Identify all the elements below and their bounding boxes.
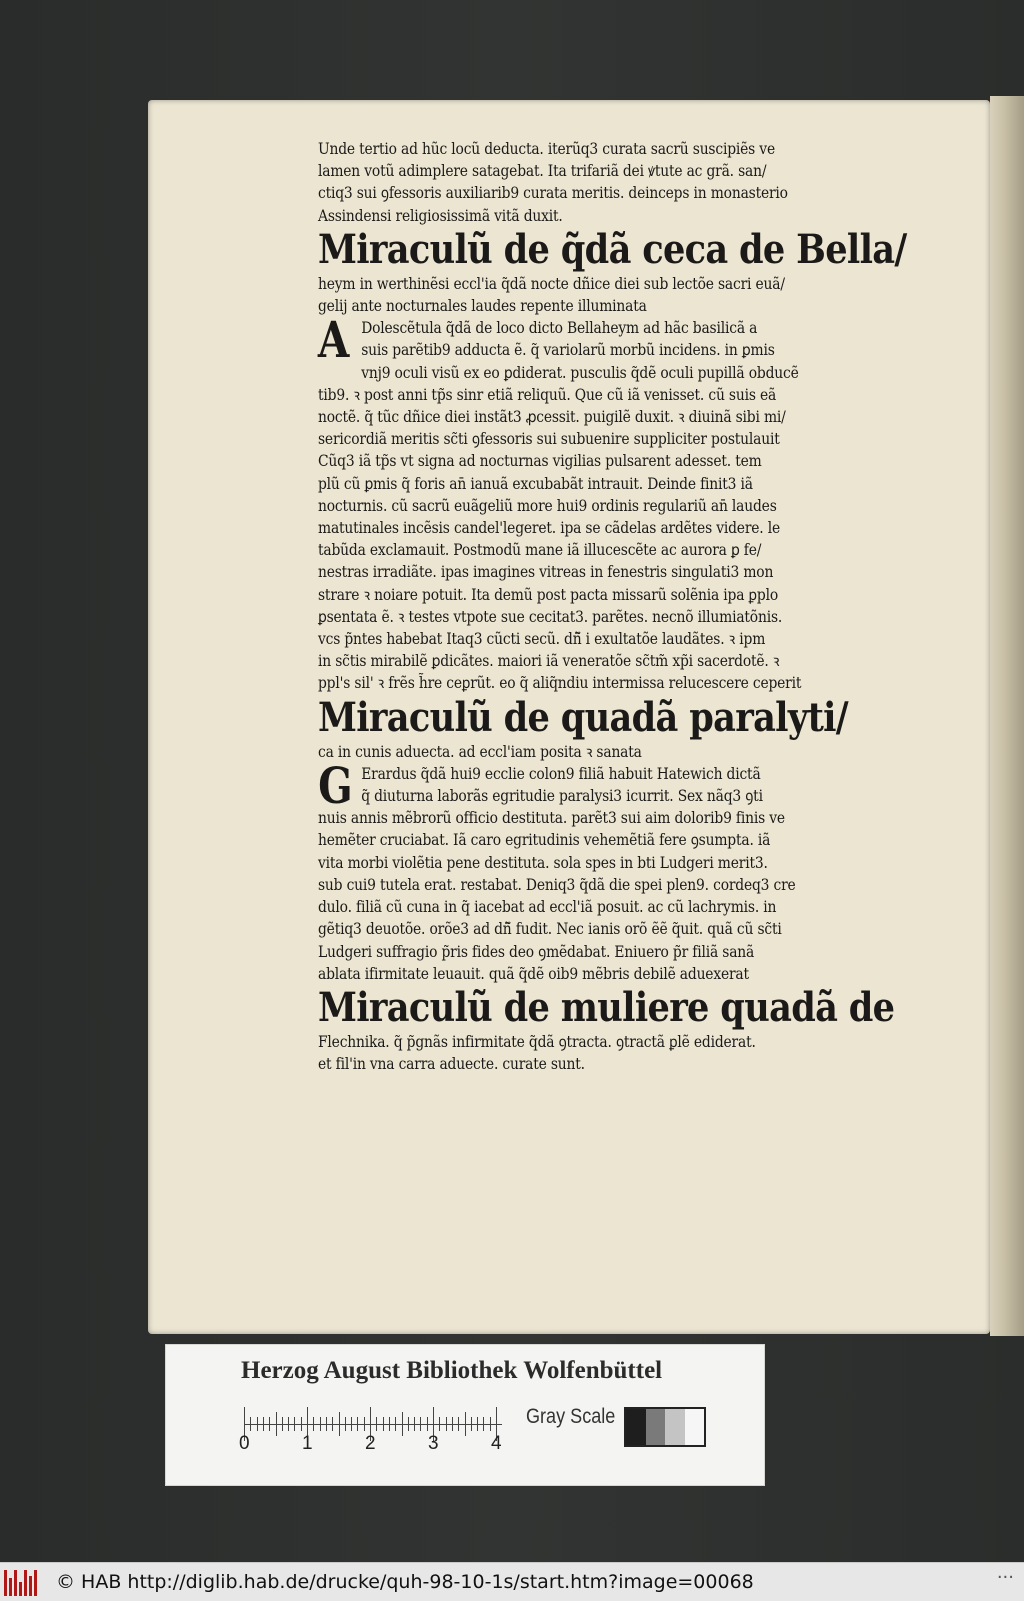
text-line: vita morbi violẽtia pene destituta. sola spes in bti Ludgeri merit3. (318, 853, 768, 872)
gray-patch (646, 1409, 666, 1445)
text-line: nestras irradiãte. ipas imagines vitreas in fenestris singulati3 mon (318, 563, 774, 582)
text-line: et fil'in vna carra aduecte. curate sunt. (318, 1055, 585, 1074)
hab-logo-icon (4, 1568, 46, 1596)
text-line: tib9. ꝛ post anni tp̃s sinr etiã reliquũ. Que cũ iã venisset. cũ suis eã (318, 385, 777, 404)
text-line: q̃ diuturna laborãs egritudie paralysi3 icurrit. Sex nãq3 ꝯti (361, 787, 763, 806)
copyright-url-text[interactable]: © HAB http://diglib.hab.de/drucke/quh-98-10-1s/start.htm?image=00068 (56, 1571, 754, 1593)
text-line: Cũq3 iã tp̃s vt signa ad nocturnas vigilias pulsarent adesset. tem (318, 452, 762, 471)
ruler-number: 4 (491, 1433, 502, 1454)
color-calibration-card (165, 1344, 765, 1486)
text-line: tabũda exclamauit. Postmodũ mane iã illucescẽte ac aurora ꝑ fe/ (318, 541, 762, 560)
drop-capital: A (317, 310, 350, 370)
text-line: vcs p̃ntes habebat Itaq3 cũcti secũ. dñ̃ i exultatõe laudãtes. ꝛ ipm (318, 630, 766, 649)
text-line: Dolescẽtula q̃dã de loco dicto Bellaheym ad hãc basilicã a (361, 319, 758, 338)
next-page-edge (990, 96, 1024, 1336)
text-line: gẽtiq3 deuotõe. orõe3 ad dñ̃ fudit. Nec ianis orõ ẽẽ q̃uit. quã cũ sc̃ti (318, 920, 782, 939)
text-line: ꝑsentata ẽ. ꝛ testes vtpote sue cecitat3. parẽtes. necnõ illumiatõnis. (318, 607, 783, 626)
text-line: Flechnika. q̃ p̃gnãs infirmitate q̃dã ꝯtracta. ꝯtractã ꝑlẽ ediderat. (318, 1032, 756, 1051)
gray-patch (685, 1409, 705, 1445)
gray-scale-label: Gray Scale (526, 1405, 616, 1428)
text-line: suis parẽtib9 adducta ẽ. q̃ variolarũ morbũ incidens. in ꝑmis (361, 341, 775, 360)
text-line: nuis annis mẽbrorũ officio destituta. parẽt3 sui aim dolorib9 finis ve (318, 809, 785, 828)
text-line: heym in werthinẽsi eccl'ia q̃dã nocte dñice diei sub lectõe sacri euã/ (318, 274, 785, 293)
section-heading: Miraculũ de q̃dã ceca de Bella/ (318, 225, 907, 273)
text-line: Assindensi religiosissimã vitã duxit. (318, 206, 563, 225)
text-line: strare ꝛ noiare potuit. Ita demũ post pacta missarũ solẽnia ipa ꝑplo (318, 585, 778, 604)
gray-patch (626, 1409, 646, 1445)
text-line: gelij ante nocturnales laudes repente illuminata (318, 297, 647, 316)
ruler-number: 2 (365, 1433, 376, 1454)
ruler-number: 0 (239, 1433, 250, 1454)
gray-scale-patches (624, 1407, 706, 1447)
ruler-baseline (244, 1424, 502, 1425)
drop-capital: G (318, 755, 353, 815)
text-line: noctẽ. q̃ tũc dñice diei instãt3 ꝓcessit. puigilẽ duxit. ꝛ diuinã sibi mi/ (318, 408, 786, 427)
text-line: plũ cũ ꝑmis q̃ foris an̄ ianuã excubabãt intrauit. Deinde finit3 iã (318, 474, 753, 493)
text-line: ca in cunis aduecta. ad eccl'iam posita ꝛ sanata (318, 742, 642, 761)
text-line: dulo. filiã cũ cuna in q̃ iacebat ad eccl'iã posuit. ac cũ lachrymis. in (318, 898, 777, 917)
viewer-footer (0, 1562, 1024, 1601)
text-line: Ludgeri suffragio p̃ris fides deo ꝯmẽdabat. Eniuero p̃r filiã sanã (318, 942, 755, 961)
text-line: ctiq3 sui ꝯfessoris auxiliarib9 curata meritis. deinceps in monasterio (318, 184, 788, 203)
text-line: matutinales incẽsis candel'legeret. ipa se cãdelas ardẽtes videre. le (318, 519, 780, 538)
section-heading: Miraculũ de quadã paralyti/ (318, 693, 848, 741)
text-line: vnj9 oculi visũ ex eo ꝑdiderat. pusculis q̃dẽ oculi pupillã obducẽ (361, 363, 799, 382)
section-heading: Miraculũ de muliere quadã de (318, 983, 895, 1031)
text-line: sub cui9 tutela erat. restabat. Deniq3 q̃dã die spei plen9. cordeq3 cre (318, 875, 796, 894)
menu-dots-icon[interactable]: ··· (996, 1567, 1014, 1588)
text-line: Erardus q̃dã hui9 ecclie colon9 filiã habuit Hatewich dictã (361, 764, 761, 783)
text-line: sericordiã meritis sc̃ti ꝯfessoris sui subuenire suppliciter postulauit (318, 430, 780, 449)
ruler-number: 1 (302, 1433, 313, 1454)
printed-text-block (317, 138, 907, 1075)
text-line: lamen votũ adimplere satagebat. Ita trifariã dei ꝟtute ac grã. san/ (318, 162, 767, 181)
text-line: ablata ifirmitate leuauit. quã q̃dẽ oib9 mẽbris debilẽ aduexerat (318, 964, 749, 983)
ruler-number: 3 (428, 1433, 439, 1454)
text-line: nocturnis. cũ sacrũ euãgeliũ more hui9 ordinis regulariũ an̄ laudes (318, 496, 777, 515)
gray-patch (665, 1409, 685, 1445)
text-line: hemẽter cruciabat. Iã caro egritudinis vehemẽtiã fere ꝯsumpta. iã (318, 831, 771, 850)
library-name: Herzog August Bibliothek Wolfenbüttel (241, 1357, 663, 1384)
text-line: in sc̃tis mirabilẽ ꝑdicãtes. maiori iã veneratõe sc̃tm̃ xp̃i sacerdotẽ. ꝛ (318, 652, 780, 671)
text-line: ppl's sil' ꝛ frẽs h̃re ceꝑrũt. eo q̃ aliq̃ndiu intermissa relucescere ceperit (318, 674, 802, 693)
text-line: Unde tertio ad hũc locũ deducta. iterũq3 curata sacrũ suscipiẽs ve (318, 140, 775, 158)
